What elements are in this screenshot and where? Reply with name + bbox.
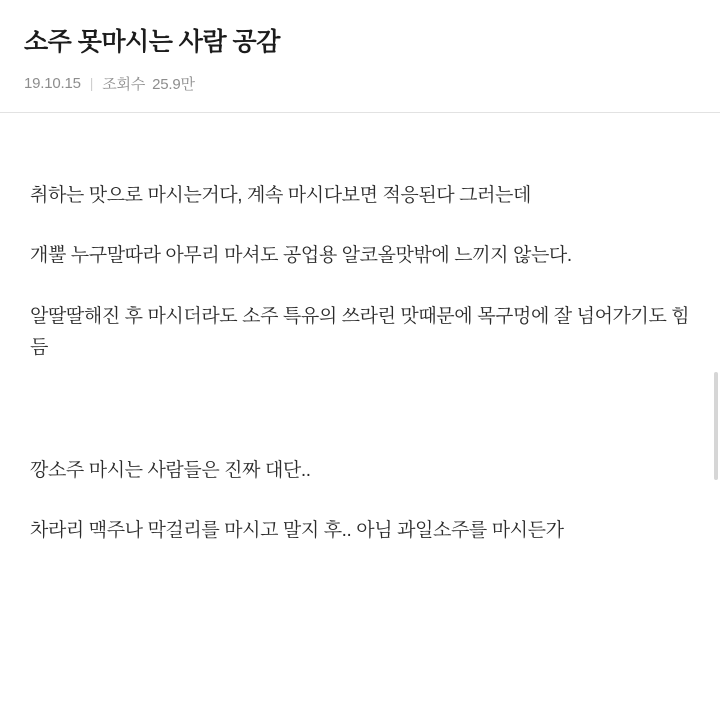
article-meta bbox=[24, 73, 696, 94]
body-paragraph-1: 취하는 맛으로 마시는거다, 계속 마시다보면 적응된다 그러는데 bbox=[30, 184, 531, 206]
article-body bbox=[0, 181, 720, 548]
body-paragraph-4: 깡소주 마시는 사람들은 진짜 대단.. bbox=[30, 459, 311, 481]
page-title: 소주 못마시는 사람 공감 bbox=[24, 28, 280, 56]
body-paragraph-3: 알딸딸해진 후 마시더라도 소주 특유의 쓰라린 맛때문에 목구멍에 잘 넘어가기도 힘듬 bbox=[30, 306, 690, 358]
post-date: 19.10.15 bbox=[24, 74, 81, 92]
body-paragraph-2: 개뿔 누구말따라 아무리 마셔도 공업용 알코올맛밖에 느끼지 않는다. bbox=[30, 245, 572, 267]
article-header bbox=[0, 0, 720, 112]
views-label: 조회수 bbox=[102, 75, 146, 93]
scrollbar[interactable] bbox=[714, 372, 718, 480]
views-count: 25.9만 bbox=[152, 75, 195, 93]
content-spacer bbox=[0, 113, 720, 181]
meta-separator: | bbox=[89, 75, 94, 91]
body-paragraph-5: 차라리 맥주나 막걸리를 마시고 말지 후.. 아님 과일소주를 마시든가 bbox=[30, 520, 564, 542]
